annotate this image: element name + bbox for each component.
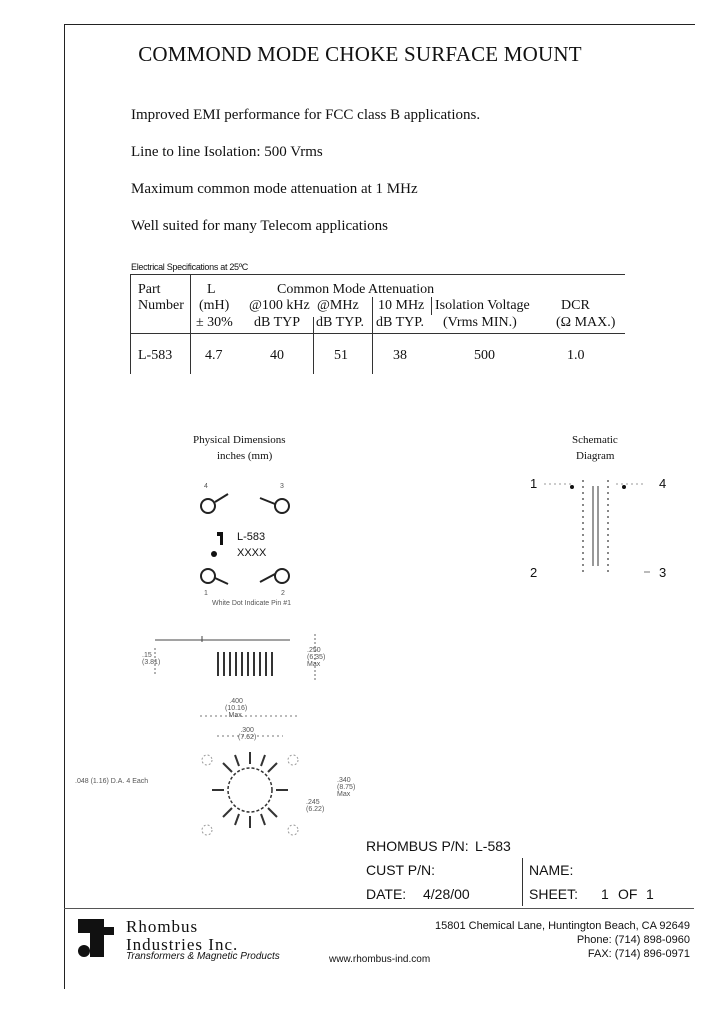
- company-fax: FAX: (714) 896-0971: [587, 948, 690, 960]
- phys-title: Physical Dimensions: [193, 434, 286, 446]
- page-title: COMMOND MODE CHOKE SURFACE MOUNT: [138, 42, 582, 66]
- table-header-rule: [130, 333, 625, 334]
- hdr-db2: dB TYP.: [316, 315, 364, 330]
- dim-340: .340 (8.75) Max: [337, 777, 356, 798]
- dim-300: .300 (7.62): [238, 727, 257, 741]
- component-top-view: [190, 480, 310, 610]
- titleblock-divider: [522, 858, 523, 906]
- hdr-db3: dB TYP.: [376, 315, 424, 330]
- pin1-indicator-note: White Dot Indicate Pin #1: [212, 600, 291, 607]
- dim-250: .250 (6.35) Max: [307, 647, 326, 668]
- hdr-mh: (mH): [199, 298, 230, 313]
- feature-1: Improved EMI performance for FCC class B applications.: [131, 107, 481, 123]
- cell-10m: 38: [393, 348, 407, 363]
- hdr-number: Number: [138, 298, 184, 313]
- table-col-rule: [431, 297, 432, 315]
- table-top-rule: [130, 274, 625, 275]
- schematic-pin4: 4: [659, 476, 667, 491]
- part-marking: L-583: [237, 531, 266, 543]
- hdr-l: L: [207, 282, 216, 297]
- company-phone: Phone: (714) 898-0960: [576, 934, 690, 946]
- cell-l: 4.7: [205, 348, 223, 363]
- hdr-tol: ± 30%: [196, 315, 233, 330]
- hdr-1m: @MHz: [317, 298, 359, 313]
- hdr-iso: Isolation Voltage: [435, 298, 530, 313]
- schematic-pin3: 3: [659, 565, 667, 580]
- hdr-cma: Common Mode Attenuation: [277, 282, 435, 297]
- hdr-dcr: DCR: [561, 298, 590, 313]
- cell-1m: 51: [334, 348, 348, 363]
- component-bottom-view: [195, 700, 305, 845]
- sheet-total: 1: [646, 886, 654, 902]
- dim-400: .400 (10.16) Max.: [225, 698, 248, 719]
- pin3-label: 3: [280, 483, 284, 490]
- schematic-pin1: 1: [530, 476, 538, 491]
- company-address: 15801 Chemical Lane, Huntington Beach, CA 92649: [434, 920, 690, 932]
- dim-048: .048 (1.16) D.A. 4 Each: [75, 778, 149, 785]
- feature-3: Maximum common mode attenuation at 1 MHz: [131, 181, 418, 197]
- transformer-symbol: [540, 476, 650, 586]
- schematic-subtitle: Diagram: [576, 450, 615, 462]
- rhombus-pn-label: RHOMBUS P/N:: [366, 838, 469, 854]
- hdr-dcr-unit: (Ω MAX.): [556, 315, 616, 330]
- hdr-iso-unit: (Vrms MIN.): [443, 315, 517, 330]
- spec-caption: Electrical Specifications at 25ºC: [131, 262, 248, 272]
- hdr-100k: @100 kHz: [249, 298, 310, 313]
- sheet-number: 1: [601, 886, 609, 902]
- titleblock-bottom-rule: [64, 908, 694, 909]
- table-left-rule: [130, 274, 131, 374]
- date-code-marking: XXXX: [237, 547, 267, 559]
- cell-part: L-583: [138, 348, 173, 363]
- rhombus-pn-value: L-583: [475, 838, 511, 854]
- cell-iso: 500: [474, 348, 495, 363]
- dim-height: .15 (3.81): [142, 652, 161, 666]
- cell-100k: 40: [270, 348, 284, 363]
- pin1-label: 1: [204, 590, 208, 597]
- company-tagline: Transformers & Magnetic Products: [126, 951, 280, 962]
- hdr-db1: dB TYP: [254, 315, 301, 330]
- hdr-10m: 10 MHz: [378, 298, 425, 313]
- sheet-of: OF: [618, 886, 638, 902]
- pin4-label: 4: [204, 483, 208, 490]
- table-col-rule: [190, 274, 191, 374]
- table-col-rule: [313, 317, 314, 374]
- schematic-pin2: 2: [530, 565, 538, 580]
- feature-2: Line to line Isolation: 500 Vrms: [131, 144, 323, 160]
- company-name-1: Rhombus: [126, 917, 199, 936]
- cell-dcr: 1.0: [567, 348, 585, 363]
- company-web[interactable]: www.rhombus-ind.com: [329, 954, 431, 965]
- table-col-rule: [372, 297, 373, 374]
- phys-units: inches (mm): [217, 450, 273, 462]
- date-value: 4/28/00: [423, 886, 470, 902]
- pin2-label: 2: [281, 590, 285, 597]
- cust-pn-label: CUST P/N:: [366, 862, 435, 878]
- dim-245: .245 (6.22): [306, 799, 325, 813]
- rhombus-logo-icon: [78, 919, 118, 959]
- hdr-part: Part: [138, 282, 161, 297]
- feature-4: Well suited for many Telecom applications: [131, 218, 388, 234]
- schematic-title: Schematic: [572, 434, 618, 446]
- name-label: NAME:: [529, 862, 574, 878]
- company-name-2: Industries Inc.: [126, 935, 239, 954]
- date-label: DATE:: [366, 886, 407, 902]
- sheet-label: SHEET:: [529, 886, 579, 902]
